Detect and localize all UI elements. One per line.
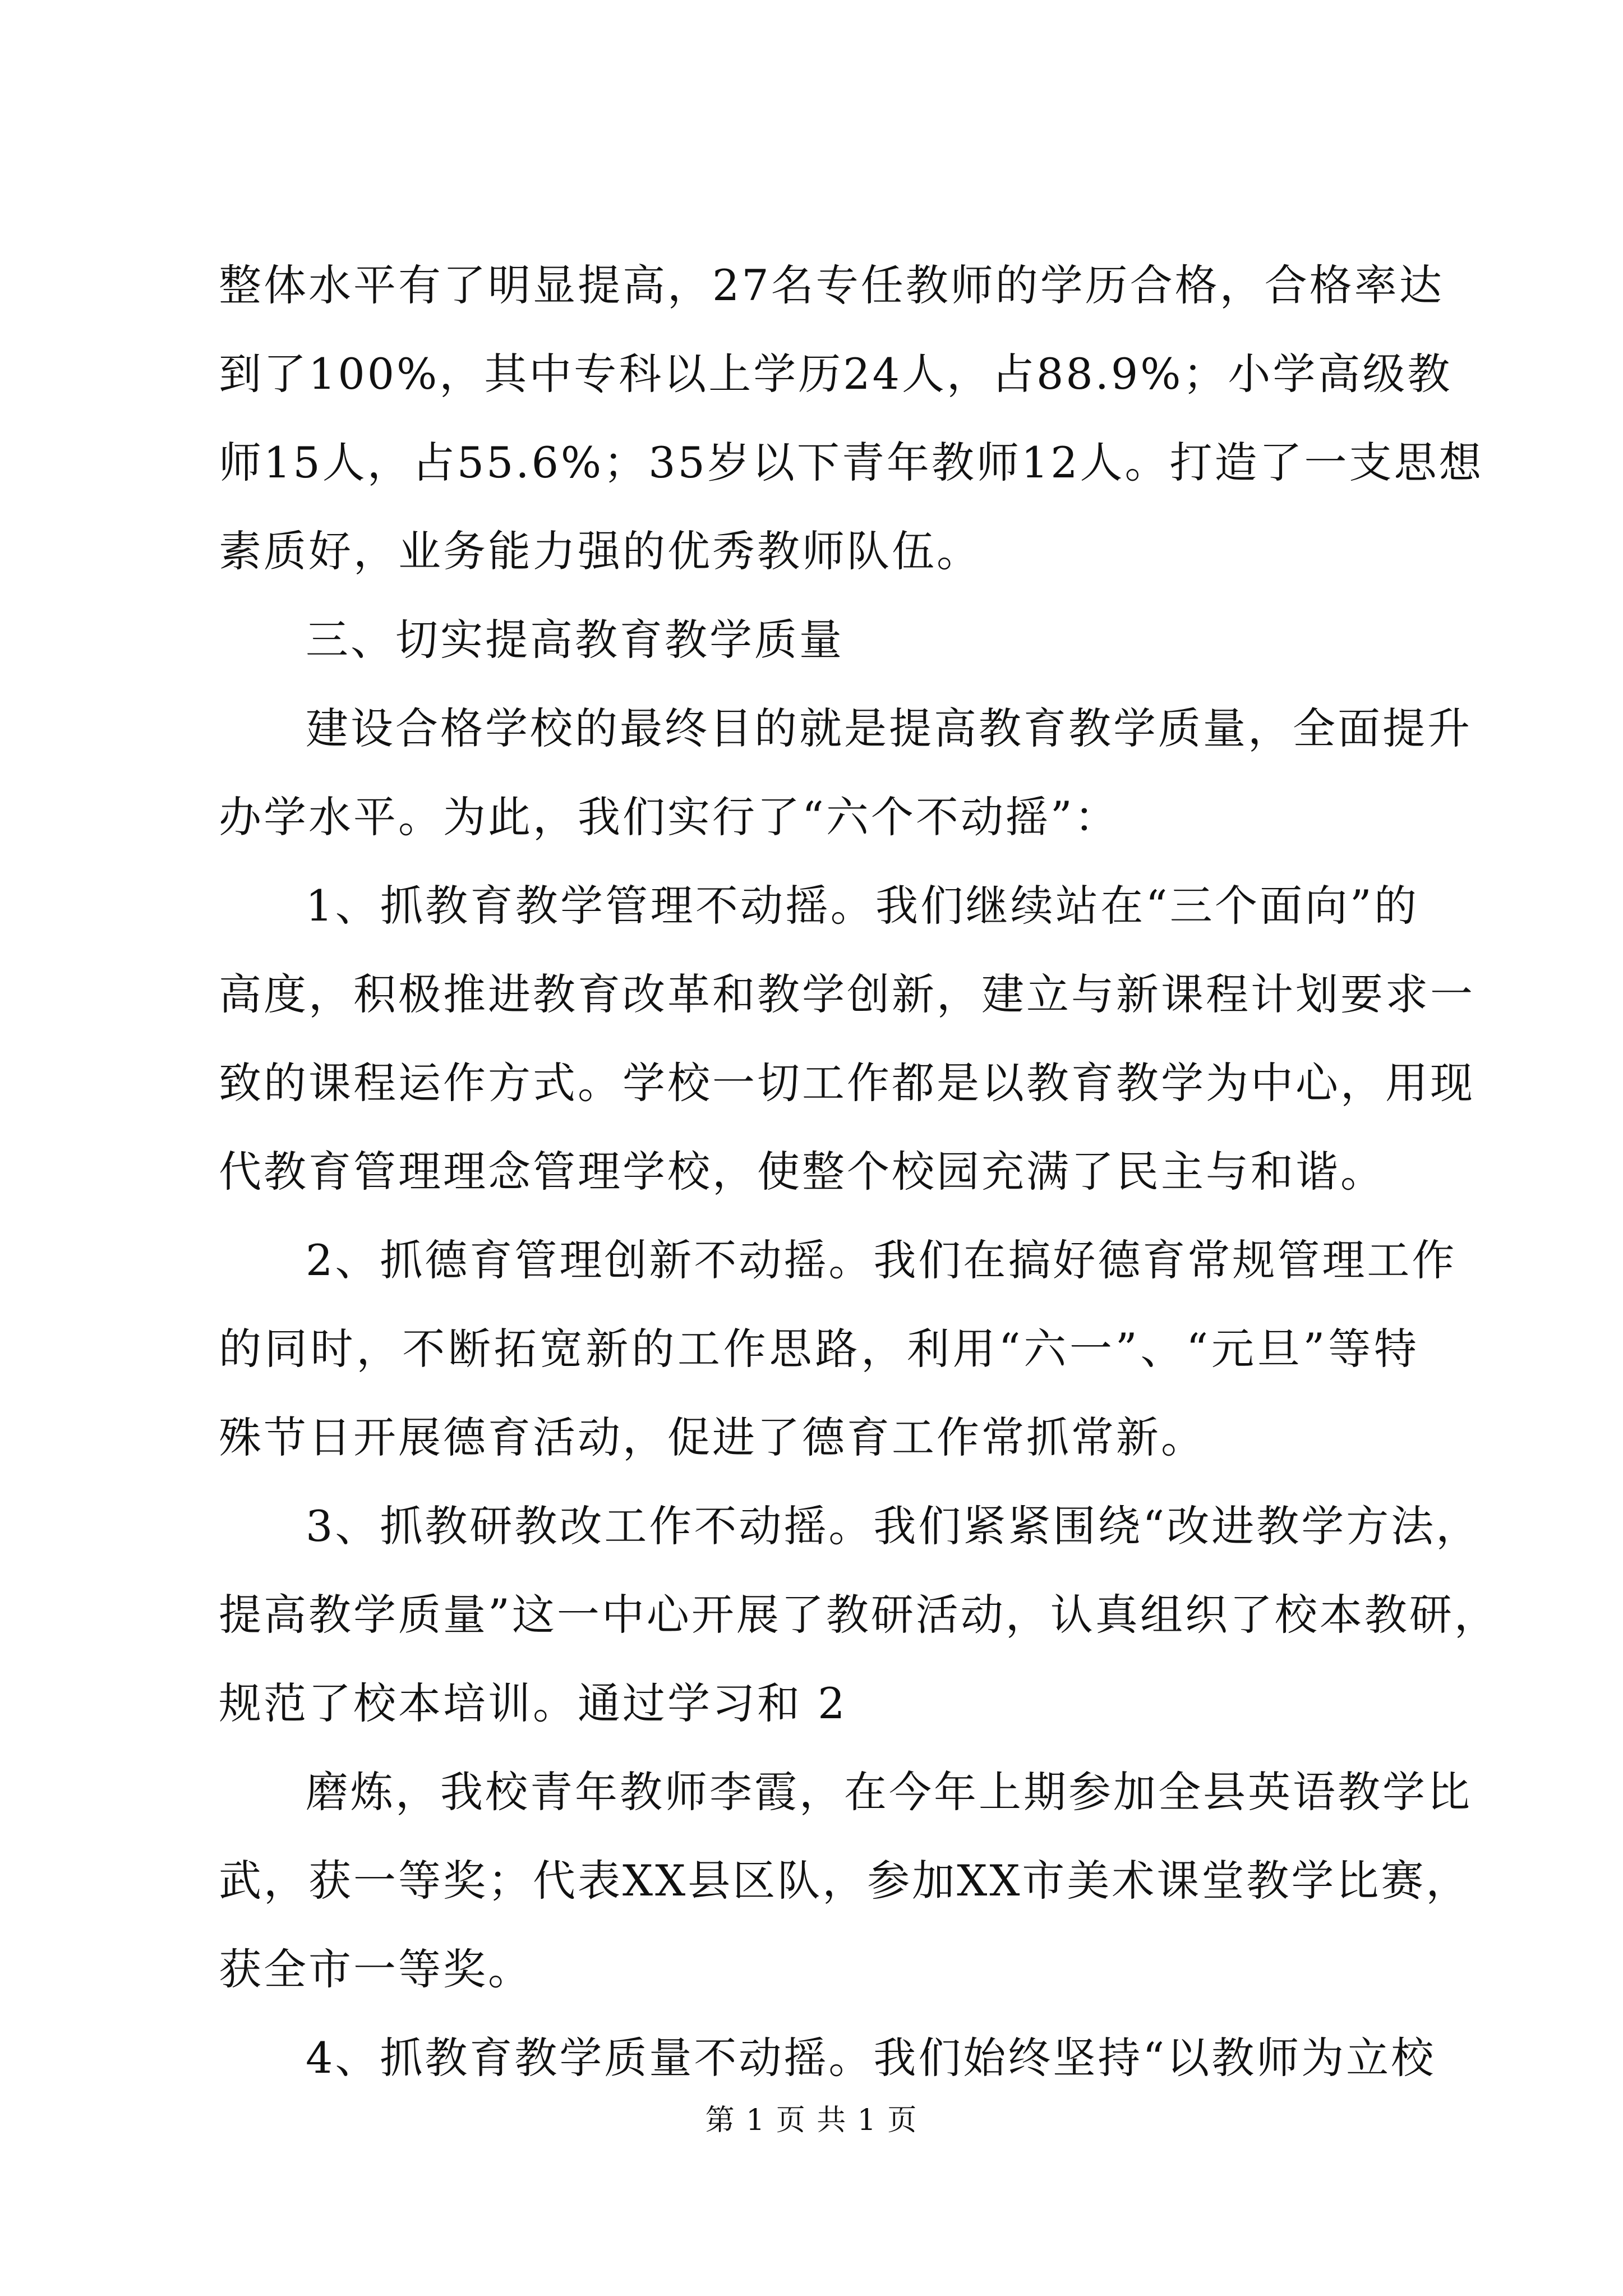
text-line: 武，获一等奖；代表XX县区队，参加XX市美术课堂教学比赛， — [219, 1856, 1471, 1906]
text-line: 整体水平有了明显提高，27名专任教师的学历合格，合格率达 — [219, 260, 1444, 310]
text-line: 磨炼，我校青年教师李霞，在今年上期参加全县英语教学比 — [306, 1767, 1472, 1817]
text-line: 的同时，不断拓宽新的工作思路，利用“六一”、“元旦”等特 — [219, 1324, 1419, 1374]
text-line: 到了100%，其中专科以上学历24人，占88.9%；小学高级教 — [219, 349, 1453, 399]
text-line: 师15人，占55.6%；35岁以下青年教师12人。打造了一支思想 — [219, 438, 1484, 487]
document-body — [219, 241, 1499, 2102]
text-line: 代教育管理理念管理学校，使整个校园充满了民主与和谐。 — [219, 1147, 1385, 1197]
text-line: 提高教学质量”这一中心开展了教研活动，认真组织了校本教研， — [219, 1590, 1499, 1640]
text-line: 3、抓教研教改工作不动摇。我们紧紧围绕“改进教学方法， — [306, 1501, 1481, 1551]
text-line: 2、抓德育管理创新不动摇。我们在搞好德育常规管理工作 — [306, 1235, 1457, 1285]
text-line: 三、切实提高教育教学质量 — [306, 615, 844, 665]
text-line: 1、抓教育教学管理不动摇。我们继续站在“三个面向”的 — [306, 881, 1419, 931]
text-line: 规范了校本培训。通过学习和 2 — [219, 1678, 847, 1728]
text-line: 殊节日开展德育活动，促进了德育工作常抓常新。 — [219, 1412, 1206, 1462]
text-line: 致的课程运作方式。学校一切工作都是以教育教学为中心，用现 — [219, 1058, 1475, 1108]
text-line: 建设合格学校的最终目的就是提高教育教学质量，全面提升 — [306, 703, 1472, 753]
text-line: 办学水平。为此，我们实行了“六个不动摇”： — [219, 792, 1119, 842]
text-line: 素质好，业务能力强的优秀教师队伍。 — [219, 526, 981, 576]
text-line: 获全市一等奖。 — [219, 1944, 533, 1994]
text-line: 4、抓教育教学质量不动摇。我们始终坚持“以教师为立校 — [306, 2033, 1436, 2083]
page-footer: 第 1 页 共 1 页 — [705, 2104, 918, 2137]
text-line: 高度，积极推进教育改革和教学创新，建立与新课程计划要求一 — [219, 969, 1475, 1019]
